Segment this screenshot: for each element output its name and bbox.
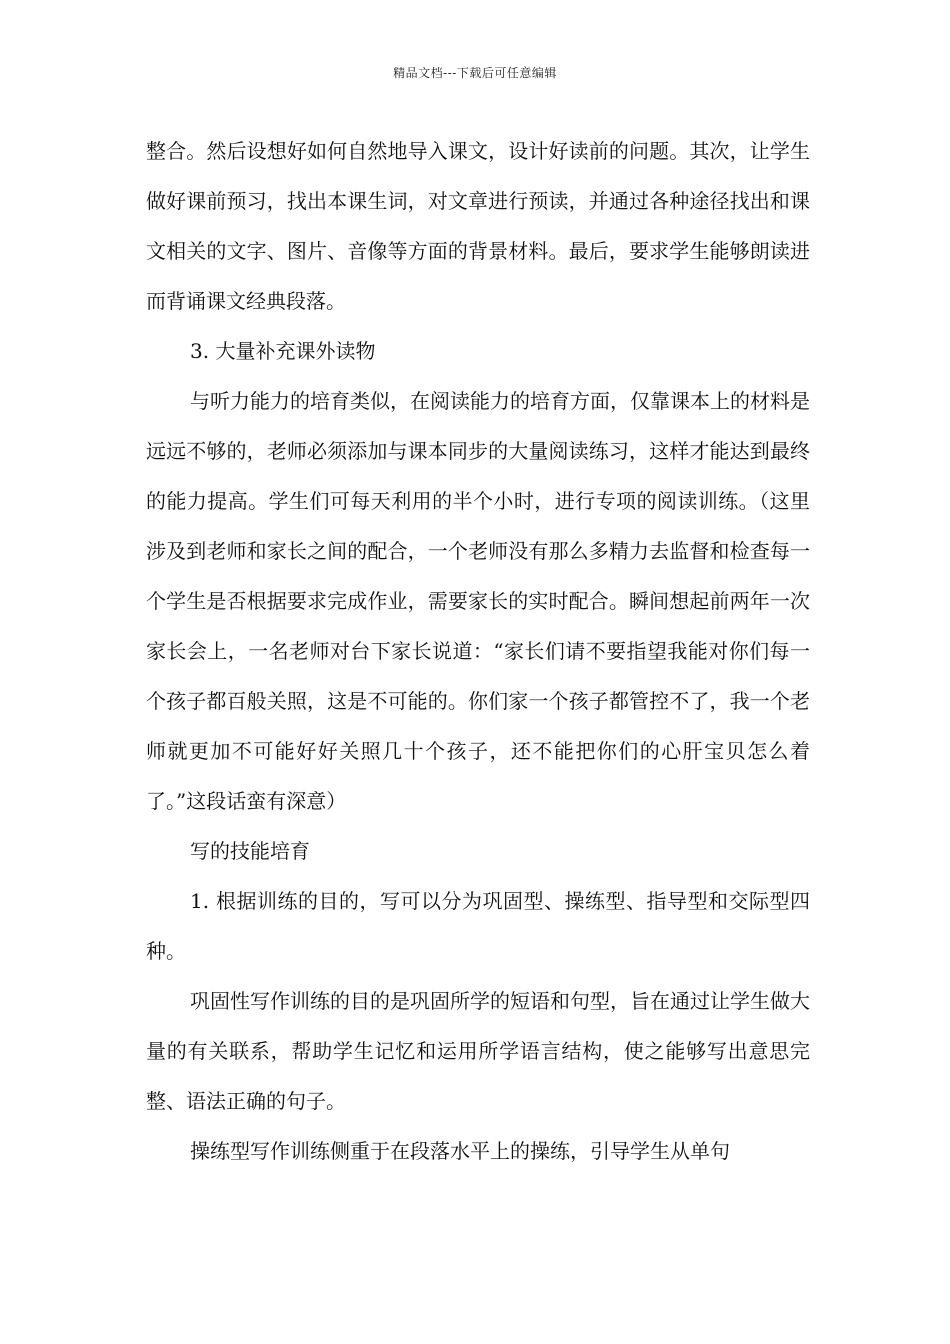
paragraph: 巩固性写作训练的目的是巩固所学的短语和句型，旨在通过让学生做大量的有关联系，帮助学生记忆和运用所学语言结构，使之能够写出意思完整、语法正确的句子。 — [146, 989, 810, 1113]
paragraph: 操练型写作训练侧重于在段落水平上的操练，引导学生从单句 — [190, 1139, 730, 1163]
paragraph-continuation: 整合。然后设想好如何自然地导入课文，设计好读前的问题。其次，让学生做好课前预习，找出本课生词，对文章进行预读，并通过各种途径找出和课文相关的文字、图片、音像等方面的背景材料。最后，要求学生能够朗读进而背诵课文经典段落。 — [146, 139, 810, 313]
numbered-heading: 3. 大量补充课外读物 — [190, 339, 376, 363]
document-body — [146, 126, 810, 1176]
page-header: 精品文档---下载后可任意编辑 — [393, 66, 557, 80]
paragraph: 与听力能力的培育类似，在阅读能力的培育方面，仅靠课本上的材料是远远不够的，老师必须添加与课本同步的大量阅读练习，这样才能达到最终的能力提高。学生们可每天利用的半个小时，进行专项的阅读训练。（这里涉及到老师和家长之间的配合，一个老师没有那么多精力去监督和检查每一个学生是否根据要求完成作业，需要家长的实时配合。瞬间想起前两年一次家长会上，一名老师对台下家长说道：“家长们请不要指望我能对你们每一个孩子都百般关照，这是不可能的。你们家一个孩子都管控不了，我一个老师就更加不可能好好关照几十个孩子，还不能把你们的心肝宝贝怎么着了。”这段话蛮有深意） — [146, 389, 810, 813]
numbered-paragraph: 1. 根据训练的目的，写可以分为巩固型、操练型、指导型和交际型四种。 — [146, 889, 810, 963]
section-heading: 写的技能培育 — [190, 839, 310, 863]
